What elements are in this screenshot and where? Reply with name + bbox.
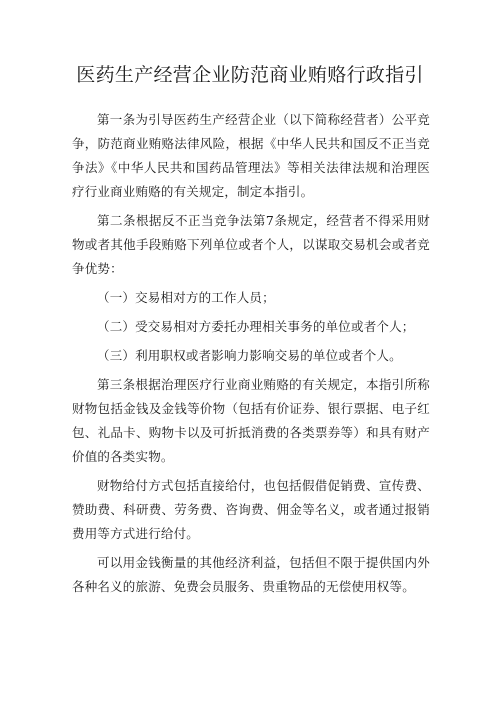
- article-3-paragraph: 第三条根据治理医疗行业商业贿赂的有关规定，本指引所称财物包括金钱及金钱等价物（包括有价证券、银行票据、电子红包、礼品卡、购物卡以及可折抵消费的各类票券等）和具有财产价值的各类实物。: [72, 377, 430, 464]
- document-body: [72, 108, 430, 604]
- article-2-item-2: （二）受交易相对方委托办理相关事务的单位或者个人；: [97, 319, 415, 334]
- article-1-paragraph: 第一条为引导医药生产经营企业（以下简称经营者）公平竞争，防范商业贿赂法律风险，根据《中华人民共和国反不正当竞争法》《中华人民共和国药品管理法》等相关法律法规和治理医疗行业商业贿赂的有关规定，制定本指引。: [72, 112, 430, 199]
- article-2-item-3: （三）利用职权或者影响力影响交易的单位或者个人。: [97, 348, 402, 363]
- article-2-item-1: （一）交易相对方的工作人员；: [97, 290, 275, 305]
- document-title: 医药生产经营企业防范商业贿赂行政指引: [76, 64, 424, 86]
- payment-methods-paragraph: 财物给付方式包括直接给付，也包括假借促销费、宣传费、赞助费、科研费、劳务费、咨询费、佣金等名义，或者通过报销费用等方式进行给付。: [72, 478, 430, 541]
- other-benefits-paragraph: 可以用金钱衡量的其他经济利益，包括但不限于提供国内外各种名义的旅游、免费会员服务、贵重物品的无偿使用权等。: [72, 555, 430, 594]
- article-2-paragraph: 第二条根据反不正当竞争法第7条规定，经营者不得采用财物或者其他手段贿赂下列单位或者个人，以谋取交易机会或者竞争优势：: [72, 213, 430, 276]
